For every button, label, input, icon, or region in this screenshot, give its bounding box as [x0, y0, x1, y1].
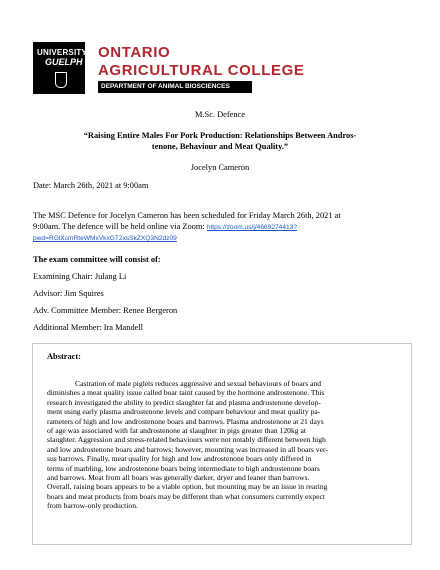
notice-line2	[33, 222, 297, 234]
abstract-line: boars and meat products from boars may be different than what consumers currently expect	[47, 491, 325, 501]
zoom-link-continued-line	[33, 233, 177, 245]
abstract-line: from barrow-only production.	[47, 501, 138, 511]
shield-icon	[55, 72, 67, 88]
zoom-link-continued[interactable]: pwd=RGlXcmRteWMxVkxGT2xsSkZXQ3N2dz09	[33, 235, 177, 242]
abstract-line: Castration of male piglets reduces aggressive and sexual behaviours of boars and	[75, 379, 322, 388]
college-name-line2: AGRICULTURAL COLLEGE	[98, 62, 305, 79]
department-banner: DEPARTMENT OF ANIMAL BIOSCIENCES	[98, 81, 252, 93]
university-logo	[33, 42, 88, 94]
abstract-line: ment using early plasma androstenone levels and compare behaviour and meat quality pa-	[47, 407, 321, 417]
abstract-line: research investigated the ability to predict slaughter fat and plasma androstenone develop-	[47, 397, 321, 407]
abstract-line: of age was associated with fat androstenone at slaughter in pigs greater than 120kg at	[47, 426, 306, 436]
abstract-body	[47, 379, 399, 511]
defence-heading: M.Sc. Defence	[195, 110, 245, 119]
committee-member: Advisor: Jim Squires	[33, 289, 104, 298]
college-name-line1: ONTARIO	[98, 44, 171, 61]
abstract-line: Overall, raising boars appears to be a viable option, but mounting may be an issue in rearing	[47, 482, 328, 492]
abstract-line: rameters of high and low androstenone boars and barrows. Plasma androstenone at 21 days	[47, 416, 324, 426]
abstract-line: and barrows. Meat from all boars was generally darker, dryer and leaner than barrows.	[47, 473, 310, 483]
committee-member: Adv. Committee Member: Renee Bergeron	[33, 306, 178, 315]
abstract-line: slaughter. Aggression and stress-related behaviours were not notably different between high	[47, 435, 326, 445]
notice-line2-text: 9:00am. The defence will be held online via Zoom:	[33, 222, 207, 231]
abstract-line: sus barrows. Finally, meat quality for high and low androstenone boars only differed in	[47, 454, 312, 464]
thesis-title-line2: tenone, Behaviour and Meat Quality.”	[151, 142, 289, 151]
zoom-link[interactable]: https://zoom.us/j/4669274413?	[206, 224, 297, 231]
candidate-name: Jocelyn Cameron	[190, 163, 250, 172]
abstract-line: diminishes a meat quality issue called boar taint caused by the hormone androstenone. This	[47, 388, 325, 398]
committee-heading: The exam committee will consist of:	[33, 255, 161, 264]
defence-date: Date: March 26th, 2021 at 9:00am	[33, 181, 149, 190]
thesis-title-line1: “Raising Entire Males For Pork Production: Relationships Between Andros-	[83, 131, 357, 140]
committee-member: Additional Member: Ira Mandell	[33, 323, 144, 332]
abstract-heading: Abstract:	[47, 352, 81, 361]
abstract-line: and low androstenone boars and barrows; however, mounting was increased in all boars ver-	[47, 444, 328, 454]
committee-member: Examining Chair: Julang Li	[33, 272, 127, 281]
notice-line1: The MSC Defence for Jocelyn Cameron has been scheduled for Friday March 26th, 2021 at	[33, 211, 341, 220]
abstract-line: terms of marbling, low androstenone boars being intermediate to high androstenone boars	[47, 463, 320, 473]
logo-university-text: UNIVERSITY	[37, 48, 88, 57]
logo-guelph-text: GUELPH	[45, 57, 83, 67]
